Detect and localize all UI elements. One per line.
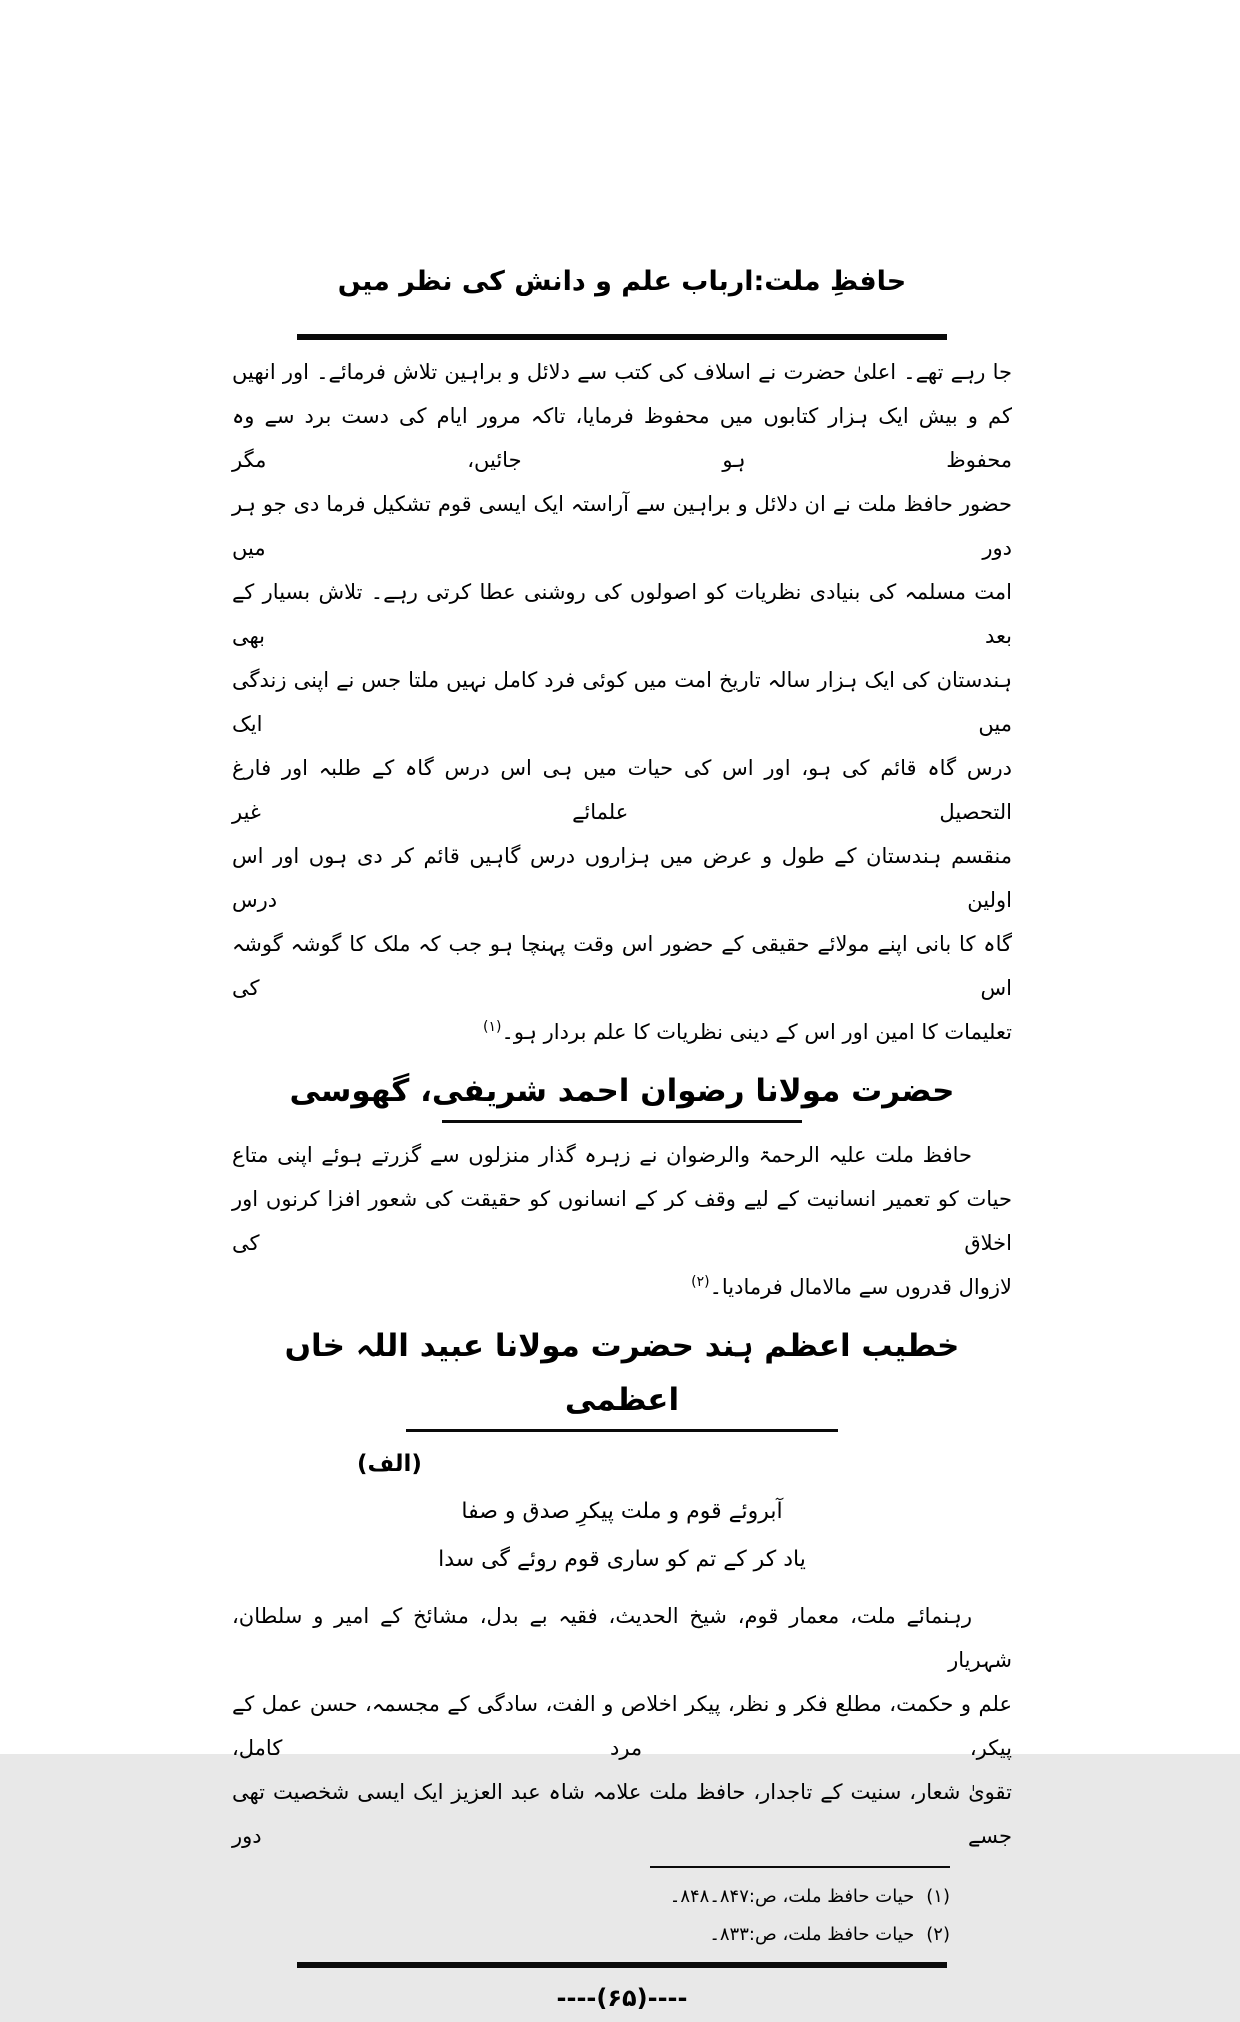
section-heading-underline	[442, 1120, 802, 1123]
footnote-text: حیات حافظ ملت، ص:۸۴۷۔۸۴۸۔	[669, 1886, 915, 1907]
section1-paragraph	[232, 1133, 1012, 1309]
paragraph-line: ہندستان کی ایک ہزار سالہ تاریخ امت میں کوئی فرد کامل نہیں ملتا جس نے اپنی زندگی میں ایک	[232, 668, 1012, 736]
paragraph-line: جا رہے تھے۔ اعلیٰ حضرت نے اسلاف کی کتب سے دلائل و براہین تلاش فرمائے۔ اور انھیں	[232, 360, 1012, 384]
footnote-number: (۱)	[926, 1886, 950, 1907]
paragraph-line: حیات کو تعمیر انسانیت کے لیے وقف کر کے انسانوں کو حقیقت کی شعور افزا کرنوں اور اخلاق کی	[232, 1187, 1012, 1255]
footer-rule	[297, 1962, 947, 1968]
poem-couplet	[232, 1488, 1012, 1584]
paragraph-line-text: لازوال قدروں سے مالامال فرمادیا۔	[709, 1275, 1012, 1299]
paragraph-line: حضور حافظ ملت نے ان دلائل و براہین سے آراستہ ایک ایسی قوم تشکیل فرما دی جو ہر دور میں	[232, 492, 1012, 560]
page-content	[232, 250, 1012, 2022]
paragraph-line-text: تعلیمات کا امین اور اس کے دینی نظریات کا علم بردار ہو۔	[501, 1020, 1012, 1044]
footnote-ref-1: (۱)	[483, 1019, 502, 1035]
paragraph-line: علم و حکمت، مطلع فکر و نظر، پیکر اخلاص و الفت، سادگی کے مجسمہ، حسن عمل کے پیکر، مرد کامل،	[232, 1692, 1012, 1760]
section-heading-rizwan-ahmad-sharifi: حضرت مولانا رضوان احمد شریفی، گھوسی	[289, 1073, 955, 1109]
paragraph-line	[232, 1010, 1012, 1054]
paragraph-line: امت مسلمہ کی بنیادی نظریات کو اصولوں کی روشنی عطا کرتی رہے۔ تلاش بسیار کے بعد بھی	[232, 580, 1012, 648]
poem-line: یاد کر کے تم کو ساری قوم روئے گی سدا	[438, 1547, 806, 1572]
footnote-number: (۲)	[926, 1924, 950, 1945]
paragraph-line: درس گاہ قائم کی ہو، اور اس کی حیات میں ہی اس درس گاہ کے طلبہ اور فارغ التحصیل علمائے غیر	[232, 756, 1012, 824]
section-heading-underline	[406, 1429, 838, 1432]
section-heading-ubaidullah-khan-azmi: خطیب اعظم ہند حضرت مولانا عبید اللہ خاں اعظمی	[284, 1328, 960, 1418]
part-label-alif: (الف)	[357, 1451, 422, 1477]
running-head-title: حافظِ ملت:ارباب علم و دانش کی نظر میں	[337, 266, 907, 297]
paragraph-line: گاہ کا بانی اپنے مولائے حقیقی کے حضور اس وقت پہنچا ہو جب کہ ملک کا گوشہ گوشہ اس کی	[232, 932, 1012, 1000]
footnote-2	[232, 1916, 1012, 1954]
paragraph-line: منقسم ہندستان کے طول و عرض میں ہزاروں درس گاہیں قائم کر دی ہوں اور اس اولین درس	[232, 844, 1012, 912]
footnote-ref-2: (۲)	[691, 1274, 710, 1290]
page-number: ----(۶۵)----	[556, 1984, 688, 2012]
paragraph-line	[232, 1265, 1012, 1309]
paragraph-line: تقویٰ شعار، سنیت کے تاجدار، حافظ ملت علامہ شاہ عبد العزیز ایک ایسی شخصیت تھی جسے دور	[232, 1780, 1012, 1848]
intro-paragraph	[232, 350, 1012, 1054]
footnote-separator-rule	[650, 1866, 950, 1868]
header-rule	[297, 334, 947, 340]
paragraph-line: رہنمائے ملت، معمار قوم، شیخ الحدیث، فقیہ بے بدل، مشائخ کے امیر و سلطان، شہریار	[232, 1604, 1012, 1672]
poem-line: آبروئے قوم و ملت پیکرِ صدق و صفا	[461, 1499, 783, 1524]
section2-paragraph	[232, 1594, 1012, 1858]
footnote-text: حیات حافظ ملت، ص:۸۳۳۔	[709, 1924, 915, 1945]
footnote-1	[232, 1878, 1012, 1916]
paragraph-line: کم و بیش ایک ہزار کتابوں میں محفوظ فرمایا، تاکہ مرور ایام کی دست برد سے وہ محفوظ ہو جائیں، مگر	[232, 404, 1012, 472]
paragraph-line: حافظ ملت علیہ الرحمۃ والرضوان نے زہرہ گذار منزلوں سے گزرتے ہوئے اپنی متاع	[232, 1143, 973, 1167]
